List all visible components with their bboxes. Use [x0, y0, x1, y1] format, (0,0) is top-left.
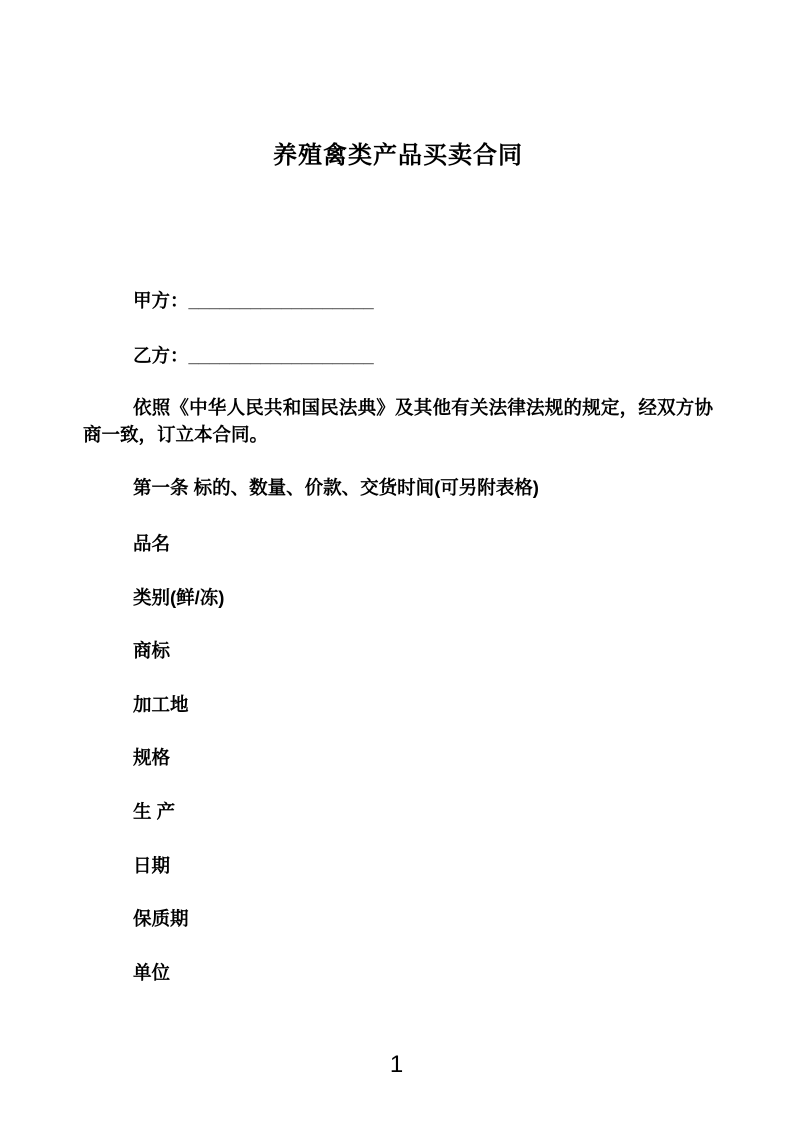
preamble-paragraph: 依照《中华人民共和国民法典》及其他有关法律法规的规定，经双方协商一致，订立本合同。 — [83, 397, 713, 445]
document-title: 养殖禽类产品买卖合同 — [273, 142, 523, 169]
field-label-guige: 规格 — [133, 747, 171, 769]
page-number: 1 — [389, 1051, 404, 1078]
article-1-heading: 第一条 标的、数量、价款、交货时间(可另附表格) — [133, 477, 539, 498]
party-b-row — [83, 342, 713, 369]
field-label-baozhiqi: 保质期 — [133, 908, 189, 930]
field-label-jiagongdi: 加工地 — [133, 693, 189, 715]
party-a-label: 甲方： — [133, 290, 189, 311]
party-a-blank-line: __________________ — [188, 290, 374, 311]
party-b-label: 乙方： — [133, 345, 189, 366]
field-label-pinming: 品名 — [133, 533, 171, 554]
party-b-blank-line: __________________ — [188, 345, 374, 366]
party-a-row — [83, 287, 713, 314]
field-label-shengchan: 生 产 — [133, 800, 176, 822]
field-label-leibie: 类别(鲜/冻) — [133, 586, 225, 608]
field-label-shangbiao: 商标 — [133, 640, 171, 662]
field-label-riqi: 日期 — [133, 854, 171, 876]
field-label-danwei: 单位 — [133, 961, 171, 983]
